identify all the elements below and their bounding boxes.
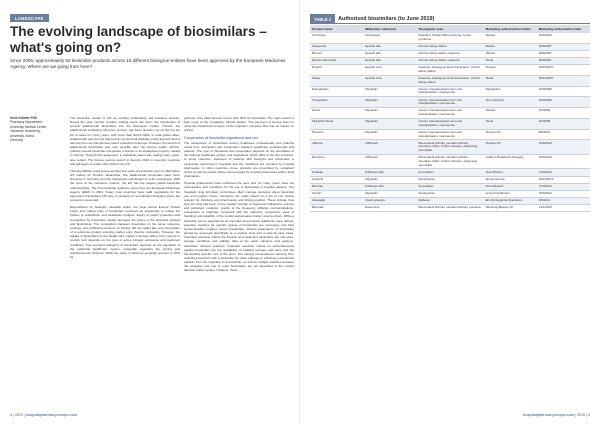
cell-therapeutic-area: Diabetes: [416, 197, 483, 204]
cell-product-name: Ratiograstim: [310, 86, 363, 97]
cell-date: 12/4/2006: [537, 33, 590, 43]
cell-product-name: Binocrit: [310, 50, 363, 57]
cell-holder: Accord Healthcare: [484, 190, 537, 197]
table-row: [310, 197, 590, 204]
cell-product-name: Inflectra: [310, 140, 363, 154]
cell-product-name: Zarzio: [310, 108, 363, 119]
cell-inn: Filgrastim: [363, 97, 416, 108]
cell-holder: Sandoz: [484, 50, 537, 57]
biosimilars-table-block: [310, 14, 590, 212]
body-paragraph: Thereby AbbVie could secure another five years of exclusivity over its ≈$10 billion US market for Humira. Meanwhile, five adalimumab biosimilars have been launched in Germany and the therapeutic substitution is in the experience. With the price of the reference product, the EU has the largest global biosimilar understanding. The first biosimilar guidance came from the European Medicines Agency (EMA) in 2001. Today most countries have valid regulations for the approval of biosimilars (US only on products of recombinant biologics) where the concept is presented.: [70, 168, 180, 202]
cell-holder: Hexal: [484, 118, 537, 129]
table-row: [310, 129, 590, 140]
footer-year: 2019: [14, 413, 23, 417]
cell-therapeutic-area: Chronic kidney failure, anaemia: [416, 50, 483, 57]
table-row: [310, 65, 590, 76]
cell-product-name: Epoetin alfa Hexal: [310, 57, 363, 64]
cell-therapeutic-area: Cancer, haematopoietic stem cell transplantation, neutropenia: [416, 86, 483, 97]
footer-year: 2019: [577, 413, 586, 417]
cell-date: 6/2/2009: [537, 118, 590, 129]
cell-holder: Stada: [484, 75, 537, 86]
cell-holder: Samsung Bioepis UK: [484, 204, 537, 211]
header-therapeutic-area: Therapeutic area: [416, 25, 483, 33]
table-row: [310, 204, 590, 211]
table-row: [310, 33, 590, 43]
author-affiliation-line: Germany: [10, 138, 24, 143]
table-row: [310, 97, 590, 108]
cell-therapeutic-area: Cancer, haematopoietic stem cell transplantation, neutropenia: [416, 97, 483, 108]
footer-site-link[interactable]: hospitalpharmacyeurope.com: [523, 413, 575, 417]
header-date: Marketing authorisation date: [537, 25, 590, 33]
body-paragraph: Hospital pharmacists have embraced the topic and, for many years, have set prerequisites and conditions for the use of biosimilars in hospital patients. The hospitals' drug formulary committees often manage decisions about biosimilar use and product choice. Decisions are made based on a list of con criteria relevant for clinicians and pharmacists and clinical practice. These include: how long the drug had been on the market; number of registered indications; science and published evidence; results of the frequency differing contraindications, precautions or warnings compared with the reference component; ease of handling; and reliability of the market authorisation holder, among others. While a biosimilar can be regarded as an important step forward, additional, more refined, selection matrices for specific groups of biosimilars are necessary and their implementation requires expert knowledge. Various parameters of biosimilars should be assessed specifically at a product level and a case-by-case basis. Important selection criteria for infusion and treatment biosimilars are vial sizes, storage conditions and stability data of the stock solutions and ready-to-administer infusion solutions. Important selection criteria for subcutaneously applied biosimilars are the availability of prefilled syringes and pens and the functionality and the size of the pens. The varying consequences deriving from switching treatment with a biosimilar for naïve patients or switching experienced patients from the originator to a biosimilar, as well as multiple switches between the originator and one or more biosimilars, are not described in the current decision matrix system. However, these: [184, 181, 294, 273]
footer-left: 4 | 2019 | hospitalpharmacyeurope.com: [10, 413, 77, 417]
cell-inn: Somatropin: [363, 33, 416, 43]
cell-inn: Follitropin alfa: [363, 169, 416, 176]
cell-inn: Epoetin zeta: [363, 65, 416, 76]
cell-therapeutic-area: Rheumatoid arthritis, psoriatic arthritis, psoriasis: [416, 204, 483, 211]
cell-date: 27/3/2014: [537, 183, 590, 190]
cell-inn: Filgrastim: [363, 118, 416, 129]
cell-inn: Filgrastim: [363, 86, 416, 97]
cell-date: 18/12/2007: [537, 75, 590, 86]
cell-therapeutic-area: Dwarfism, Prader-Willi syndrome, Turner syndrome: [416, 33, 483, 43]
cell-product-name: Bemfola: [310, 183, 363, 190]
cell-product-name: Nivestim: [310, 129, 363, 140]
table-row: [310, 190, 590, 197]
cell-date: 15/9/2008: [537, 97, 590, 108]
cell-holder: Finox Biotech: [484, 183, 537, 190]
table-row: [310, 183, 590, 190]
cell-inn: Epoetin alfa: [363, 43, 416, 50]
right-page: [300, 0, 600, 424]
cell-product-name: Benepali: [310, 204, 363, 211]
cell-product-name: Retacrit: [310, 65, 363, 76]
cell-date: 9/9/2014: [537, 197, 590, 204]
cell-holder: Celltrion Healthcare Hungary: [484, 154, 537, 168]
cell-therapeutic-area: Cancer, haematopoietic stem cell transplantation, neutropenia: [416, 108, 483, 119]
cell-date: 18/9/2014: [537, 190, 590, 197]
cell-product-name: Accofil: [310, 190, 363, 197]
table-body: [310, 33, 590, 211]
body-paragraph: generics, they often amount to less than 30% for biosimilars. The main reason is high costs of the mandatory clinical studies. The payment of license fees for using the intellectual property of the originator company also has an impact on pricing.: [184, 116, 294, 133]
cell-therapeutic-area: Anaemia, autologous blood transfusion, chronic kidney failure: [416, 65, 483, 76]
cell-date: 14/1/2016: [537, 204, 590, 211]
author-affiliation-line: University Medical Center,: [10, 124, 48, 129]
cell-date: 6/2/2009: [537, 108, 590, 119]
footer-site-link[interactable]: hospitalpharmacyeurope.com: [25, 413, 77, 417]
cell-holder: Teva Generics: [484, 97, 537, 108]
cell-therapeutic-area: Neutropenia: [416, 176, 483, 183]
author-affiliation-line: University, Mainz,: [10, 133, 35, 138]
cell-therapeutic-area: Rheumatoid arthritis, psoriatic arthritis, ulcerative colitis, Crohn's disease, ankylosing spondylitis: [416, 154, 483, 168]
table-row: [310, 108, 590, 119]
cell-product-name: Omnitrope: [310, 33, 363, 43]
cell-inn: Filgrastim: [363, 108, 416, 119]
cell-date: 15/9/2008: [537, 86, 590, 97]
cell-date: 18/10/2013: [537, 176, 590, 183]
table-row: [310, 169, 590, 176]
cell-inn: Etanercept: [363, 204, 416, 211]
cell-date: 18/12/2007: [537, 65, 590, 76]
body-paragraph: Expenditures for biologics, viewable online, are huge across Europe. Patent expiry and market entry of biosimilars represent an opportunity to relieve the burden of substitution and healthcare budgets. Expiry of patent protection and competition by biosimilars usually decrease the prices of the originator product and biosimilars. The competition between biosimilars of the same reference products puts additional pressure on pricing. We are called late entry biosimilars of a reference product entering market entry thereby exclusivity. However, the uptake of biosimilars by the health care market in Europe differs from country to country and depends on the type of active biologic substance and treatment conditions. The economic efficiency of biosimilars depends on the regulation of the individual healthcare system, especially regarding the pricing and reimbursement structure. While the value of discount generally account to 30% for: [70, 205, 180, 259]
cell-holder: Hospira UK: [484, 140, 537, 154]
cell-inn: Infliximab: [363, 140, 416, 154]
cell-inn: Epoetin alfa: [363, 50, 416, 57]
cell-date: 28/8/2007: [537, 43, 590, 50]
footer-right: hospitalpharmacyeurope.com | 2019 | 5: [523, 413, 590, 417]
cell-therapeutic-area: Rheumatoid arthritis, psoriatic arthritis, ulcerative colitis, Crohn's disease, ankylosing spondylitis: [416, 140, 483, 154]
section-tag: LANDSCAPE: [10, 14, 49, 22]
cell-therapeutic-area: Neutropenia: [416, 190, 483, 197]
table-row: [310, 75, 590, 86]
header-product-name: Product name: [310, 25, 363, 33]
author-byline: [10, 116, 60, 142]
table-row: [310, 50, 590, 57]
cell-date: 28/8/2007: [537, 57, 590, 64]
cell-holder: Teva Pharma: [484, 169, 537, 176]
table-header-row: [310, 25, 590, 33]
cell-holder: Hospira: [484, 65, 537, 76]
table-row: [310, 140, 590, 154]
cell-therapeutic-area: Anaemia, autologous blood transfusion, chronic kidney failure: [416, 75, 483, 86]
author-affiliation-line: Johannes Gutenberg-: [10, 129, 41, 134]
body-column-1: [70, 116, 180, 262]
cell-product-name: Ovaleap: [310, 169, 363, 176]
cell-product-name: Remsima: [310, 154, 363, 168]
table-title: [310, 14, 590, 24]
biosimilars-table: [310, 25, 590, 212]
cell-inn: Epoetin alfa: [363, 57, 416, 64]
cell-product-name: Filgrastim Hexal: [310, 118, 363, 129]
cell-date: 10/9/2013: [537, 154, 590, 168]
cell-therapeutic-area: Anovulation: [416, 183, 483, 190]
author-name: Irene Krämer PhD: [10, 116, 37, 120]
cell-inn: Filgrastim: [363, 190, 416, 197]
cell-holder: Ratiopharm: [484, 86, 537, 97]
cell-holder: Hexal: [484, 57, 537, 64]
article-standfirst: Since 2006, approximately 60 biosimilar products across 15 different biological entities have been approved by the European Medicines Agency. Where are we going from here?: [10, 58, 286, 70]
cell-product-name: Abasaglar: [310, 197, 363, 204]
body-paragraph: The acceptance of biosimilars among healthcare professionals and patients needs time. Interaction and cooperation between healthcare professionals and patients. The type of interaction and cooperation depends on the specialties of the national healthcare system and regulations, which differ in the EU countries. In some countries, treatment of patients with biologics and biosimilars is exclusively performed in hospitals and the medicines are provided by hospital pharmacies. In other countries, these products are prescribed by outpatient clinics as well as private offices and provided by hospital pharmacies and/or local pharmacies.: [184, 140, 294, 179]
cell-holder: Eli Lilly Regional Operations: [484, 197, 537, 204]
article-headline: The evolving landscape of biosimilars – what's going on?: [10, 24, 267, 55]
body-column-2: [184, 116, 294, 276]
cell-therapeutic-area: Chronic kidney failure: [416, 43, 483, 50]
cell-date: 28/8/2007: [537, 50, 590, 57]
cell-inn: Filgrastim: [363, 129, 416, 140]
cell-therapeutic-area: Cancer, haematopoietic stem cell transplantation, neutropenia: [416, 118, 483, 129]
cell-inn: Infliximab: [363, 154, 416, 168]
cell-holder: Apotex Europe: [484, 176, 537, 183]
table-row: [310, 176, 590, 183]
table-row: [310, 86, 590, 97]
header-holder: Marketing authorisation holder: [484, 25, 537, 33]
cell-date: 27/9/2013: [537, 169, 590, 176]
cell-date: 10/9/2013: [537, 140, 590, 154]
author-affiliation-line: Pharmacy Department,: [10, 120, 43, 125]
table-row: [310, 154, 590, 168]
cell-holder: Medice: [484, 43, 537, 50]
table-row: [310, 43, 590, 50]
table-caption: Authorised biosimilars (to June 2019): [335, 14, 590, 24]
cell-holder: Sandoz: [484, 33, 537, 43]
page-number: 4: [10, 413, 12, 417]
table-row: [310, 118, 590, 129]
table-row: [310, 57, 590, 64]
cell-therapeutic-area: Cancer, haematopoietic stem cell transplantation, neutropenia: [416, 129, 483, 140]
cell-therapeutic-area: Chronic kidney failure, anaemia: [416, 57, 483, 64]
body-paragraph: The biosimilar market is still an exciting undertaking and business venture. During the past months, another striking event has been the introduction of several adalimumab biosimilars into the European market. Humira, the adalimumab containing reference product, has been number one on the top ten list of sales for many years, with more than $19.9 billion in total global sales. Adalimumab was the first fully human monoclonal antibody (mAb) licensed and is also the first one that will lose patent protection in Europe. However, the launch of adalimumab biosimilars was only possible after the license holder, AbbVie, granted several biosimilar companies a license to its intellectual property related to Humira. Through this agreement, a worldwide patent war, lasting many years, was settled. The license permits launch in Autumn 2018 in most EU countries and will begin no earlier than 2023 in the US.: [70, 116, 180, 166]
body-subhead: Cooperation of biosimilar regulations and use: [184, 135, 259, 140]
cell-product-name: Abseamed: [310, 43, 363, 50]
cell-product-name: Tevagrastim: [310, 97, 363, 108]
table-label: TABLE 1: [310, 14, 335, 24]
cell-date: 8/6/2010: [537, 129, 590, 140]
page-number: 5: [588, 413, 590, 417]
cell-inn: Epoetin zeta: [363, 75, 416, 86]
header-inn: INN/active substance: [363, 25, 416, 33]
cell-holder: Hospira UK: [484, 129, 537, 140]
cell-inn: Follitropin alfa: [363, 183, 416, 190]
cell-product-name: Silapo: [310, 75, 363, 86]
cell-inn: Insulin glargine: [363, 197, 416, 204]
cell-therapeutic-area: Anovulation: [416, 169, 483, 176]
cell-product-name: Grastofil: [310, 176, 363, 183]
cell-holder: Sandoz: [484, 108, 537, 119]
cell-inn: Filgrastim: [363, 176, 416, 183]
